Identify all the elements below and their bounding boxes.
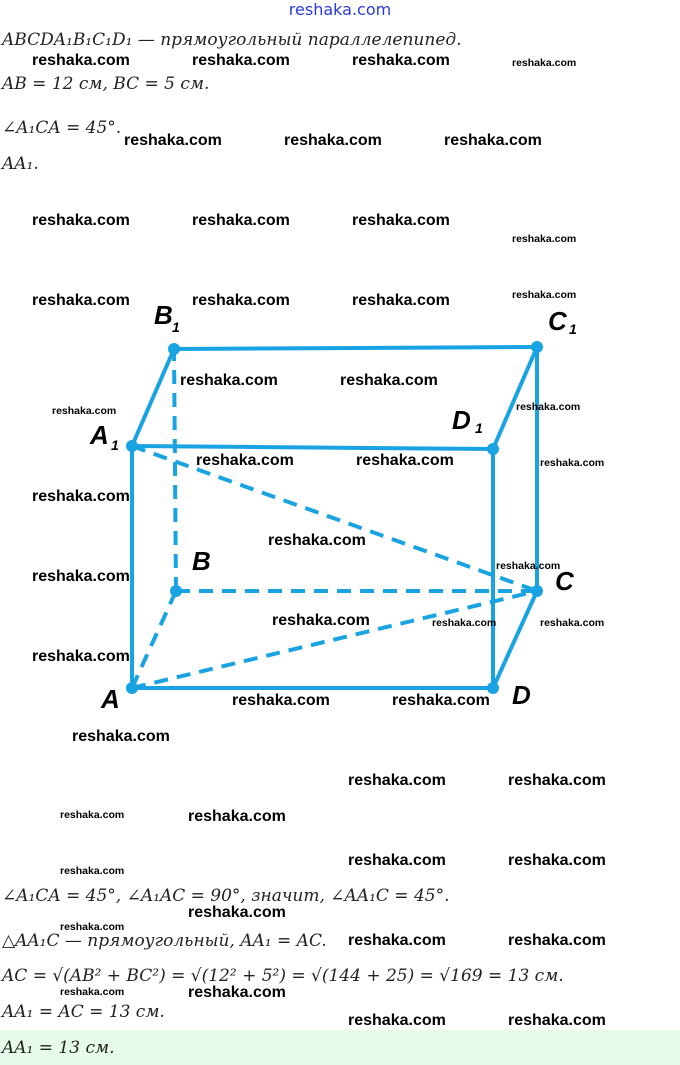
vertex-a — [126, 682, 138, 694]
watermark: reshaka.com — [272, 612, 370, 629]
vertex-c — [531, 585, 543, 597]
label-c: C — [555, 566, 574, 596]
watermark: reshaka.com — [180, 372, 278, 389]
watermark: reshaka.com — [32, 648, 130, 665]
watermark: reshaka.com — [508, 772, 606, 789]
watermark: reshaka.com — [32, 488, 130, 505]
watermark: reshaka.com — [268, 532, 366, 549]
vertex-b — [170, 585, 182, 597]
watermark: reshaka.com — [32, 568, 130, 585]
watermark: reshaka.com — [188, 984, 286, 1001]
solution-equality-line: AA₁ = AC = 13 см. — [2, 1002, 165, 1022]
watermark: reshaka.com — [192, 212, 290, 229]
watermark: reshaka.com — [284, 132, 382, 149]
edge-b-b1 — [174, 349, 176, 591]
vertex-d1 — [487, 443, 499, 455]
watermark: reshaka.com — [60, 986, 125, 998]
watermark: reshaka.com — [352, 212, 450, 229]
watermark: reshaka.com — [348, 772, 446, 789]
watermark: reshaka.com — [540, 457, 605, 469]
label-d1-sub: 1 — [475, 420, 483, 436]
edge-d1-c1 — [493, 347, 537, 449]
watermark: reshaka.com — [60, 865, 125, 877]
watermark: reshaka.com — [188, 904, 286, 921]
watermark: reshaka.com — [232, 692, 330, 709]
watermark: reshaka.com — [512, 57, 577, 69]
edge-b1-c1 — [174, 347, 537, 349]
label-d: D — [512, 680, 531, 710]
watermark: reshaka.com — [348, 1012, 446, 1029]
given-parallelepiped: ABCDA₁B₁C₁D₁ — прямоугольный параллелепипед. — [2, 30, 462, 50]
watermark: reshaka.com — [192, 292, 290, 309]
watermark: reshaka.com — [508, 852, 606, 869]
solution-pythagoras-line: AC = √(AB² + BC²) = √(12² + 5²) = √(144 + 25) = √169 = 13 см. — [2, 966, 564, 986]
watermark: reshaka.com — [540, 617, 605, 629]
watermark: reshaka.com — [432, 617, 497, 629]
find-value: AA₁. — [2, 154, 39, 174]
watermark: reshaka.com — [348, 932, 446, 949]
watermark: reshaka.com — [348, 852, 446, 869]
diagonal-a-c — [132, 591, 537, 688]
label-b1-sub: 1 — [172, 319, 180, 335]
watermark: reshaka.com — [352, 292, 450, 309]
watermark: reshaka.com — [192, 52, 290, 69]
edge-a-b — [132, 591, 176, 688]
edge-d-c — [493, 591, 537, 688]
label-c1: C — [548, 306, 567, 336]
watermark: reshaka.com — [32, 52, 130, 69]
solution-angle-line: ∠A₁CA = 45°, ∠A₁AC = 90°, значит, ∠AA₁C = 45°. — [2, 886, 450, 906]
given-angle: ∠A₁CA = 45°. — [2, 118, 122, 138]
watermark: reshaka.com — [352, 52, 450, 69]
label-a: A — [101, 684, 120, 714]
watermark: reshaka.com — [516, 401, 581, 413]
watermark: reshaka.com — [188, 808, 286, 825]
vertex-a1 — [126, 440, 138, 452]
watermark: reshaka.com — [196, 452, 294, 469]
watermark: reshaka.com — [72, 728, 170, 745]
watermark: reshaka.com — [32, 292, 130, 309]
label-a1: A — [90, 420, 109, 450]
watermark: reshaka.com — [124, 132, 222, 149]
watermark: reshaka.com — [356, 452, 454, 469]
solution-triangle-line: △AA₁C — прямоугольный, AA₁ = AC. — [2, 931, 327, 951]
watermark: reshaka.com — [512, 233, 577, 245]
watermark: reshaka.com — [32, 212, 130, 229]
given-edges: AB = 12 см, BC = 5 см. — [2, 74, 210, 94]
watermark: reshaka.com — [60, 921, 125, 933]
vertex-b1 — [168, 343, 180, 355]
watermark: reshaka.com — [512, 289, 577, 301]
edge-a1-b1 — [132, 349, 174, 446]
label-a1-sub: 1 — [111, 437, 119, 453]
watermark: reshaka.com — [508, 1012, 606, 1029]
edge-a1-d1 — [132, 446, 493, 449]
answer-text: AA₁ = 13 см. — [2, 1038, 115, 1058]
watermark: reshaka.com — [60, 809, 125, 821]
watermark: reshaka.com — [340, 372, 438, 389]
watermark: reshaka.com — [508, 932, 606, 949]
label-b1: B — [154, 300, 173, 330]
watermark: reshaka.com — [444, 132, 542, 149]
watermark: reshaka.com — [496, 560, 561, 572]
site-link[interactable]: reshaka.com — [288, 0, 392, 19]
watermark: reshaka.com — [392, 692, 490, 709]
vertex-c1 — [531, 341, 543, 353]
watermark: reshaka.com — [52, 405, 117, 417]
label-b: B — [192, 546, 211, 576]
label-c1-sub: 1 — [569, 321, 577, 337]
label-d1: D — [452, 405, 471, 435]
